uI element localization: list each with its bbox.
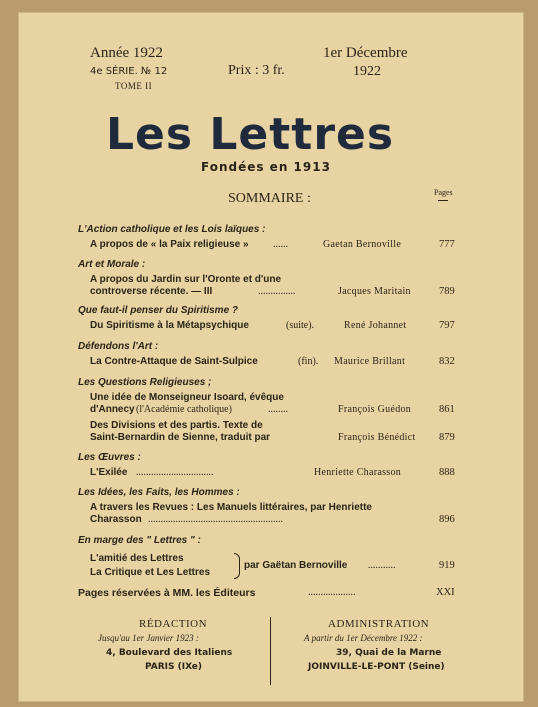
entry-page: 896 [439, 514, 455, 525]
section-heading: En marge des " Lettres " : [78, 535, 201, 546]
entry-title-line: La Critique et Les Lettres [90, 567, 211, 578]
administration-note: A partir du 1er Décembre 1922 : [304, 633, 423, 643]
entry-author: René Johannet [344, 320, 407, 331]
series-label: 4e SÉRIE. № 12 [90, 66, 168, 77]
year-label: Année 1922 [90, 45, 163, 61]
entry-title-line: Une idée de Monseigneur Isoard, évêque [90, 392, 284, 403]
entry-title: Du Spiritisme à la Métapsychique [90, 320, 249, 331]
section-heading: Art et Morale : [78, 259, 146, 270]
entry-page: 879 [439, 432, 455, 443]
section-heading: Les Questions Religieuses ; [78, 377, 212, 388]
reserved-pages-number: XXI [436, 587, 455, 598]
entry-suffix: (suite). [286, 320, 315, 331]
section-heading: Les Œuvres : [78, 452, 141, 463]
entry-title-line: Saint-Bernardin de Sienne, traduit par [90, 432, 271, 443]
entry-author: par Gaëtan Bernoville [244, 560, 348, 571]
administration-address: 39, Quai de la Marne [336, 648, 442, 658]
entry-title-line: d'Annecy [90, 404, 135, 415]
entry-title-line: A propos du Jardin sur l'Oronte et d'une [90, 274, 282, 285]
entry-suffix: (l'Académie catholique) [136, 404, 232, 415]
entry-page: 832 [439, 356, 455, 367]
administration-title: ADMINISTRATION [328, 618, 430, 630]
leader-dots: ............................... [136, 467, 214, 478]
redaction-note: Jusqu'au 1er Janvier 1923 : [98, 633, 199, 643]
entry-title: La Contre-Attaque de Saint-Sulpice [90, 356, 258, 367]
reserved-pages-label: Pages réservées à MM. les Éditeurs [78, 587, 256, 599]
leader-dots: ................... [308, 587, 356, 598]
entry-title-line: Des Divisions et des partis. Texte de [90, 420, 263, 431]
section-heading: Les Idées, les Faits, les Hommes : [78, 487, 240, 498]
section-heading: Défendons l'Art : [78, 341, 159, 352]
tome-label: TOME II [115, 81, 153, 91]
entry-author: Jacques Maritain [338, 286, 411, 297]
redaction-city: PARIS (IXe) [145, 662, 203, 672]
leader-dots: ...... [273, 239, 288, 250]
sommaire-heading: SOMMAIRE : [228, 191, 311, 206]
entry-title-line: A travers les Revues : Les Manuels littéraires, par Henriette [90, 502, 372, 513]
entry-page: 888 [439, 467, 455, 478]
entry-page: 861 [439, 404, 455, 415]
entry-title: A propos de « la Paix religieuse » [90, 239, 249, 250]
section-heading: L'Action catholique et les Lois laïques : [78, 224, 266, 235]
footer-divider [270, 617, 271, 685]
leader-dots: ...................................................... [148, 514, 283, 525]
pages-underline [438, 200, 448, 201]
redaction-address: 4, Boulevard des Italiens [106, 648, 233, 658]
magazine-cover [18, 12, 524, 702]
magazine-title: Les Lettres [106, 109, 395, 160]
entry-page: 919 [439, 560, 455, 571]
entry-author: Gaetan Bernoville [323, 239, 402, 250]
entry-author: François Guédon [338, 404, 412, 415]
redaction-title: RÉDACTION [139, 618, 208, 630]
administration-city: JOINVILLE-LE-PONT (Seine) [308, 662, 445, 672]
price-label: Prix : 3 fr. [228, 63, 285, 78]
entry-page: 797 [439, 320, 455, 331]
entry-title-line: controverse récente. — III [90, 286, 213, 297]
leader-dots: ........ [268, 404, 288, 415]
entry-suffix: (fin). [298, 356, 319, 367]
entry-page: 789 [439, 286, 455, 297]
leader-dots: ........... [368, 560, 396, 571]
entry-author: François Bénédict [338, 432, 416, 443]
section-heading: Que faut-il penser du Spiritisme ? [78, 305, 239, 316]
founded-subtitle: Fondées en 1913 [201, 160, 331, 174]
brace [234, 553, 240, 579]
issue-date-year: 1922 [353, 64, 381, 79]
entry-author: Maurice Brillant [334, 356, 406, 367]
entry-title-line: Charasson [90, 514, 142, 525]
leader-dots: ............... [258, 286, 296, 297]
pages-column-label: Pages [434, 188, 453, 197]
entry-title-line: L'amitié des Lettres [90, 553, 184, 564]
entry-author: Henriette Charasson [314, 467, 402, 478]
entry-page: 777 [439, 239, 455, 250]
issue-date-day: 1er Décembre [323, 45, 408, 61]
entry-title: L'Exilée [90, 467, 128, 478]
